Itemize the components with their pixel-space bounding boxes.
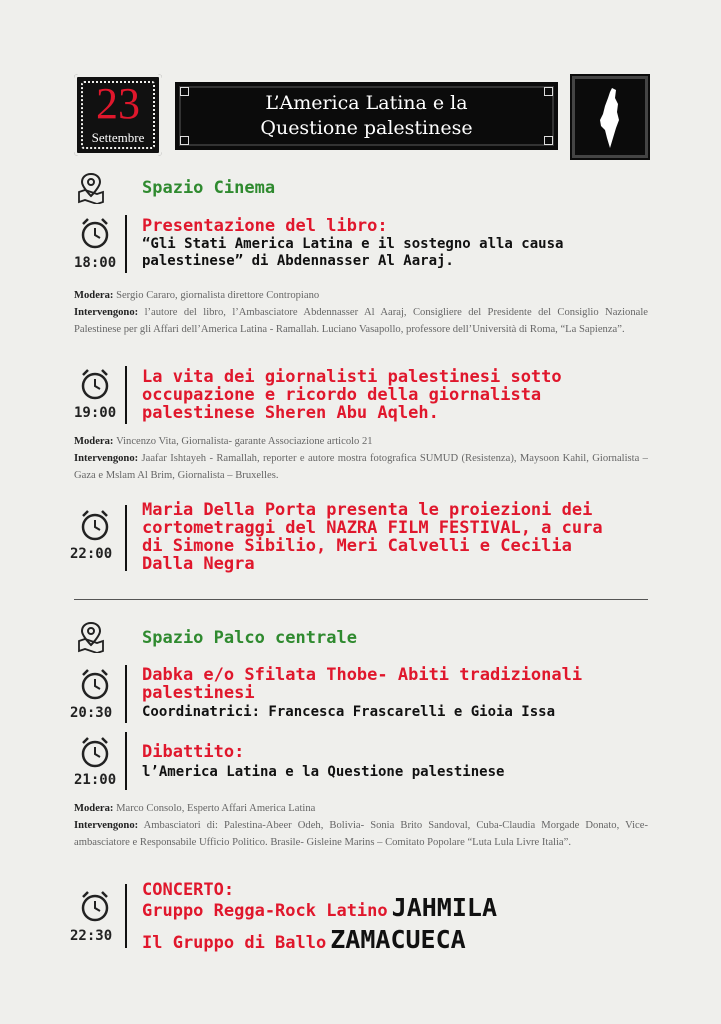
speakers-label: Intervengono <box>74 453 135 464</box>
event-heading: Dibattito: <box>142 742 245 762</box>
time-2230: 22:30 <box>70 928 113 944</box>
moderator-label: Modera <box>74 436 110 447</box>
moderator-name: Marco Consolo, Esperto Affari America Latina <box>116 803 316 814</box>
speakers-text: l’autore del libro, l’Ambasciatore Abdennasser Al Aaraj, Consigliere del Presidente del Consiglio Nazionale Palestinese per gli Affari dell’America Latina - Ramallah. Luciano Vasapollo, professore dell’Università di Roma, “La Sapienza”. <box>74 307 648 335</box>
date-day: 23 <box>96 79 140 128</box>
title-line-1: L’America Latina e la <box>265 92 468 114</box>
event-text: di Simone Sibilio, Meri Calvelli e Cecilia <box>142 536 572 556</box>
speakers-label: Intervengono: <box>74 820 139 831</box>
moderator-name: Vincenzo Vita, Giornalista- garante Associazione articolo 21 <box>116 436 373 447</box>
alarm-clock-icon <box>78 735 112 769</box>
event-text: palestinese” di Abdennasser Al Aaraj. <box>142 253 454 269</box>
section-title-palco: Spazio Palco centrale <box>142 628 357 648</box>
time-divider <box>125 215 127 273</box>
section-divider <box>74 599 648 600</box>
speakers-text: Ambasciatori di: Palestina-Abeer Odeh, Bolivia- Sonia Brito Sandoval, Cuba-Claudia Morgade Donato, Vice-ambasciatore e Responsabile Ufficio Politico. Brasile- Gisleine Marins – Comitato Popolare “Luta Lula Livre Italia”. <box>74 820 648 848</box>
time-divider <box>125 884 127 948</box>
event-text: l’America Latina e la Questione palestinese <box>142 764 505 780</box>
concert-line-2 <box>142 925 466 954</box>
speakers-text: Jaafar Ishtayeh - Ramallah, reporter e autore mostra fotografica SUMUD (Resistenza), Maysoon Kahil, Giornalista – Gaza e Mslam Al Brim, Giornalista – Bruxelles. <box>74 453 648 481</box>
event-text: Maria Della Porta presenta le proiezioni dei <box>142 500 593 520</box>
time-2030: 20:30 <box>70 705 113 721</box>
event-text: palestinese Sheren Abu Aqleh. <box>142 403 439 423</box>
time-divider <box>125 366 127 424</box>
event-text: Coordinatrici: Francesca Frascarelli e Gioia Issa <box>142 704 556 720</box>
event-text: occupazione e ricordo della giornalista <box>142 385 542 405</box>
moderator-block: Modera: Vincenzo Vita, Giornalista- garante Associazione articolo 21 Intervengono: Jaafar Ishtayeh - Ramallah, reporter e autore mostra fotografica SUMUD (Resistenza), Maysoon Kahil, Giornalista – Gaza e Mslam Al Brim, Giornalista – Bruxelles. <box>74 436 648 481</box>
band-name-jahmila: JAHMILA <box>391 893 497 922</box>
band-name-zamacueca: ZAMACUECA <box>330 925 466 954</box>
moderator-block: Modera: Marco Consolo, Esperto Affari America Latina Intervengono: Ambasciatori di: Palestina-Abeer Odeh, Bolivia- Sonia Brito Sandoval, Cuba-Claudia Morgade Donato, Vice-ambasciatore e Responsabile Ufficio Politico. Brasile- Gisleine Marins – Comitato Popolare “Luta Lula Livre Italia”. <box>74 803 648 848</box>
palestine-map-icon <box>570 74 650 160</box>
time-divider <box>125 732 127 790</box>
time-2100: 21:00 <box>74 772 117 788</box>
event-text: cortometraggi del NAZRA FILM FESTIVAL, a cura <box>142 518 603 538</box>
moderator-name: Sergio Cararo, giornalista direttore Contropiano <box>116 290 320 301</box>
alarm-clock-icon <box>78 667 112 701</box>
event-text: Dalla Negra <box>142 554 255 574</box>
concert-line-1 <box>142 893 497 922</box>
date-stamp <box>74 74 162 156</box>
event-heading: CONCERTO: <box>142 880 235 900</box>
event-text: “Gli Stati America Latina e il sostegno alla causa <box>142 236 564 252</box>
moderator-label: Modera <box>74 803 110 814</box>
alarm-clock-icon <box>78 216 112 250</box>
map-pin-icon <box>76 172 106 204</box>
section-title-cinema: Spazio Cinema <box>142 178 276 198</box>
time-1900: 19:00 <box>74 405 117 421</box>
event-text: Gruppo Regga-Rock Latino <box>142 901 388 921</box>
event-title-banner <box>175 82 558 150</box>
map-pin-icon <box>76 621 106 653</box>
event-text: La vita dei giornalisti palestinesi sotto <box>142 367 562 387</box>
time-1800: 18:00 <box>74 255 117 271</box>
speakers-label: Intervengono: <box>74 307 139 318</box>
time-divider <box>125 665 127 723</box>
moderator-block: Modera: Sergio Cararo, giornalista direttore Contropiano Intervengono: l’autore del libro, l’Ambasciatore Abdennasser Al Aaraj, Consigliere del Presidente del Consiglio Nazionale Palestinese per gli Affari dell’America Latina - Ramallah. Luciano Vasapollo, professore dell’Università di Roma, “La Sapienza”. <box>74 290 648 335</box>
date-month: Settembre <box>91 130 145 145</box>
alarm-clock-icon <box>78 367 112 401</box>
time-divider <box>125 505 127 571</box>
event-text: palestinesi <box>142 683 255 703</box>
title-line-2: Questione palestinese <box>260 117 473 139</box>
alarm-clock-icon <box>78 889 112 923</box>
time-2200: 22:00 <box>70 546 113 562</box>
alarm-clock-icon <box>78 508 112 542</box>
event-heading: Presentazione del libro: <box>142 216 388 236</box>
event-text: Il Gruppo di Ballo <box>142 933 327 953</box>
event-text: Dabka e/o Sfilata Thobe- Abiti tradizionali <box>142 665 583 685</box>
moderator-label: Modera <box>74 290 110 301</box>
